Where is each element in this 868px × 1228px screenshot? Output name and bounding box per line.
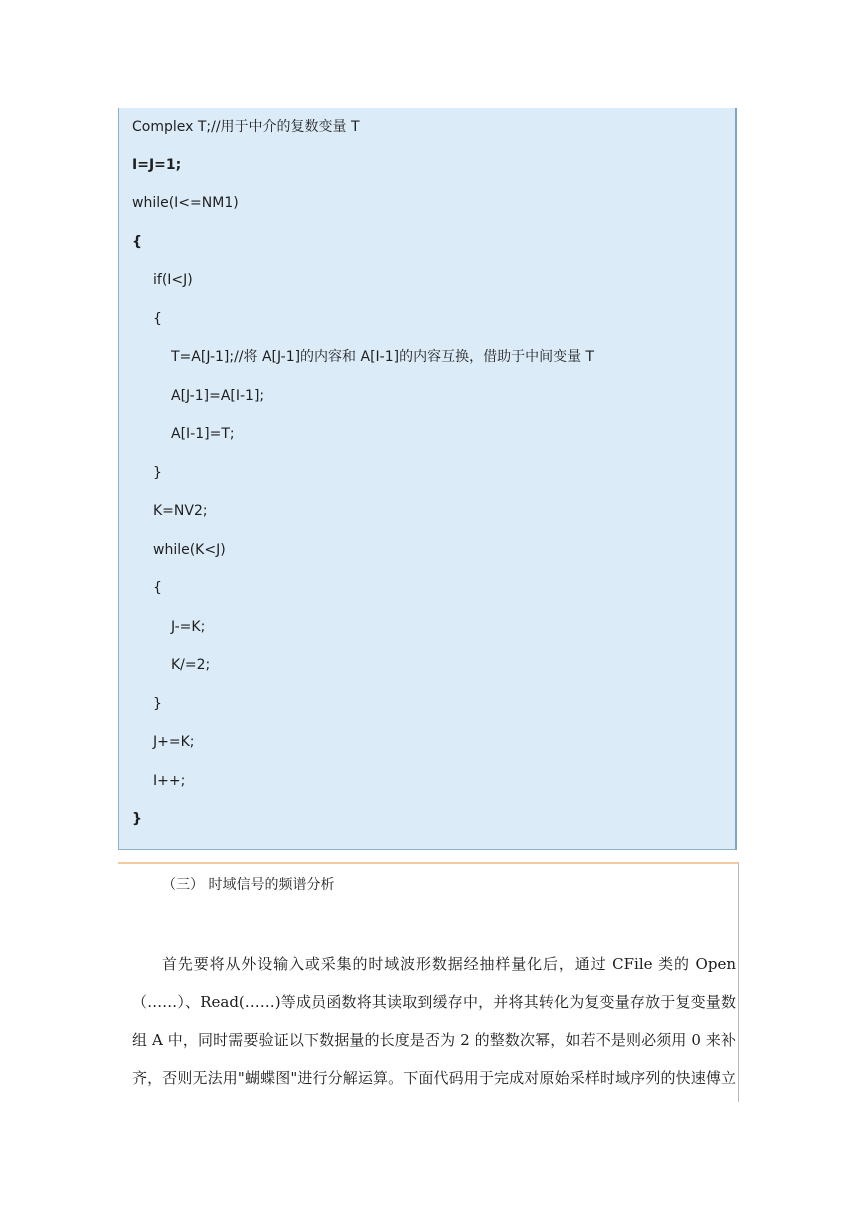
code-line: T=A[J-1];//将 A[J-1]的内容和 A[I-1]的内容互换，借助于中间变量 T <box>171 349 595 365</box>
code-line: K/=2; <box>171 657 211 673</box>
code-line: A[I-1]=T; <box>171 426 235 442</box>
code-line: while(I<=NM1) <box>132 195 239 211</box>
paragraph-line: 首先要将从外设输入或采集的时域波形数据经抽样量化后，通过 CFile 类的 Open <box>162 955 736 973</box>
code-line: } <box>153 465 162 481</box>
code-line: K=NV2; <box>153 503 208 519</box>
code-line: Complex T;//用于中介的复数变量 T <box>132 119 360 135</box>
paragraph-line: 组 A 中，同时需要验证以下数据量的长度是否为 2 的整数次幂，如若不是则必须用 0 来补 <box>132 1031 736 1049</box>
code-line: J+=K; <box>153 734 195 750</box>
code-line: { <box>132 234 142 250</box>
code-line: if(I<J) <box>153 272 193 288</box>
code-line: { <box>153 580 162 596</box>
code-line: while(K<J) <box>153 542 226 558</box>
code-line: } <box>132 811 142 827</box>
code-line: I=J=1; <box>132 157 182 173</box>
code-line: { <box>153 311 162 327</box>
code-block <box>118 108 737 850</box>
section-title: （三） 时域信号的频谱分析 <box>162 877 335 893</box>
text-section <box>118 862 739 1102</box>
paragraph-line: 齐，否则无法用"蝴蝶图"进行分解运算。下面代码用于完成对原始采样时域序列的快速傅立 <box>132 1069 736 1087</box>
code-line: I++; <box>153 773 186 789</box>
code-line: J-=K; <box>171 619 206 635</box>
code-line: A[J-1]=A[I-1]; <box>171 388 265 404</box>
paragraph-line: （……）、Read(……)等成员函数将其读取到缓存中，并将其转化为复变量存放于复变量数 <box>132 993 736 1011</box>
code-line: } <box>153 696 162 712</box>
